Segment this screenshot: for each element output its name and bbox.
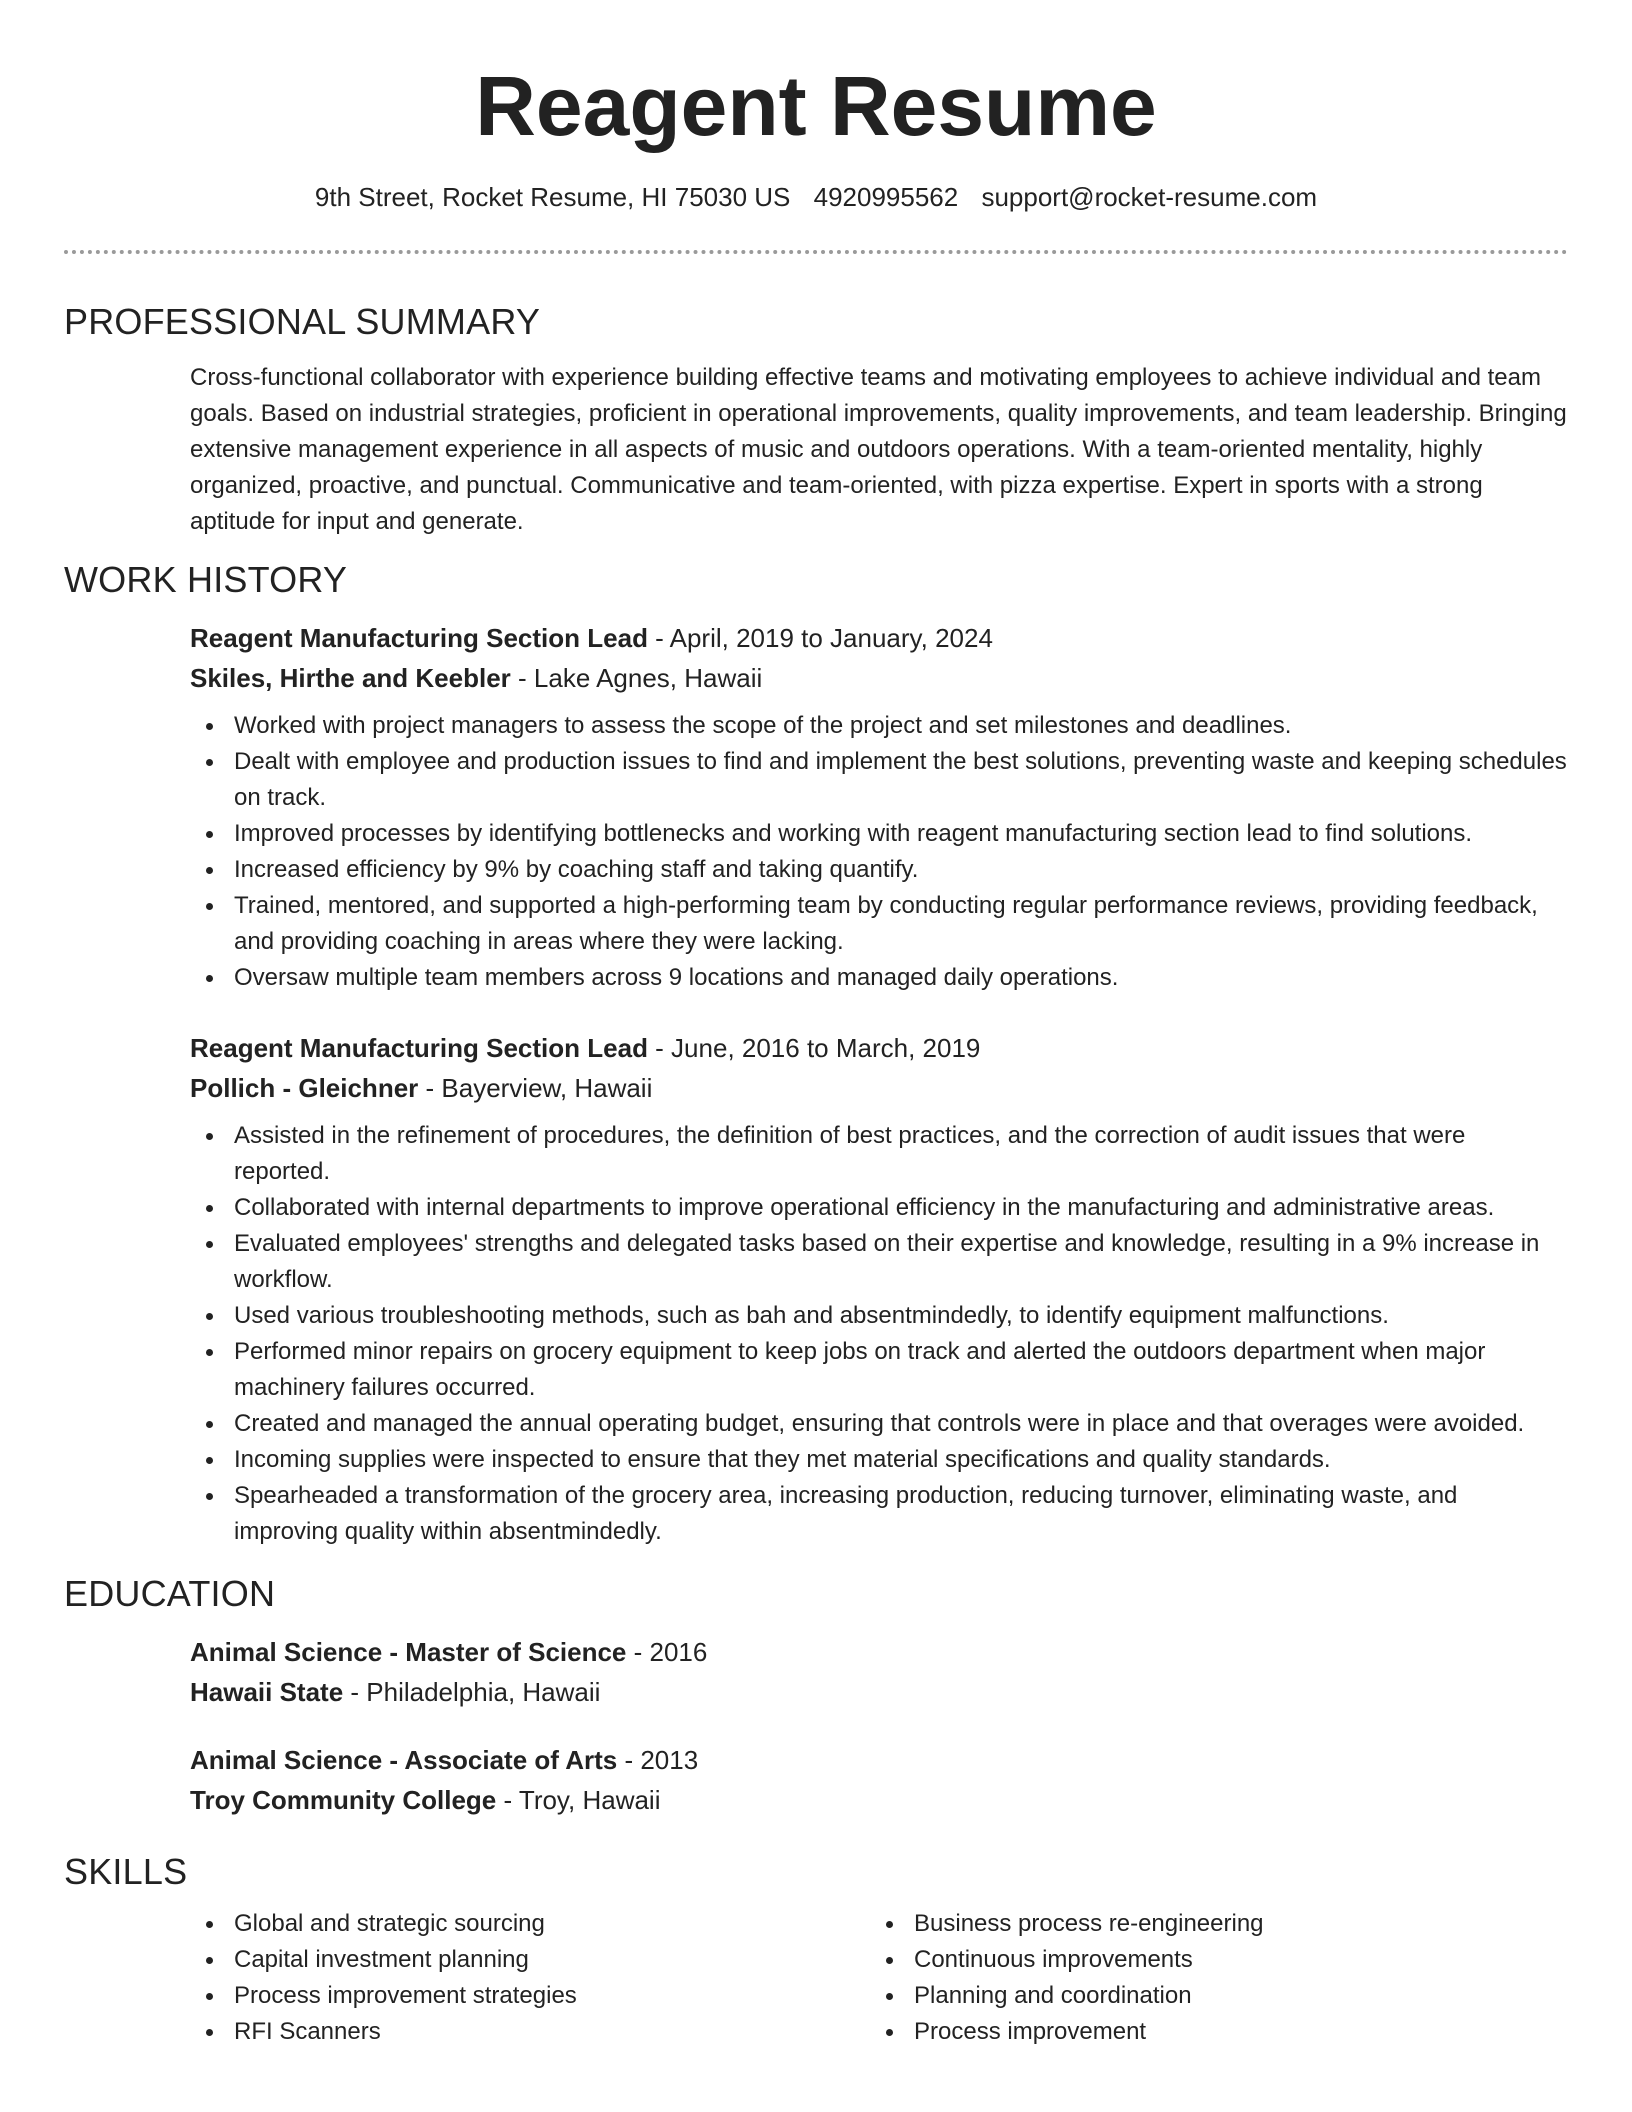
list-item: Improved processes by identifying bottlenecks and working with reagent manufacturing section lead to find solutions. xyxy=(190,816,1568,852)
resume-content xyxy=(64,298,1568,2050)
skill-item: Planning and coordination xyxy=(870,1978,1550,2014)
list-item: Trained, mentored, and supported a high-performing team by conducting regular performance reviews, providing feedback, and providing coaching in areas where they were lacking. xyxy=(190,888,1568,960)
job-company-line xyxy=(190,1068,1568,1108)
education-year: - 2013 xyxy=(617,1745,699,1775)
education-degree: Animal Science - Associate of Arts xyxy=(190,1745,618,1775)
education-year: - 2016 xyxy=(626,1637,708,1667)
skills-column-left xyxy=(190,1906,870,2050)
education-heading: EDUCATION xyxy=(64,1573,276,1614)
education-school-line xyxy=(190,1672,1568,1712)
education-school-line xyxy=(190,1780,1568,1820)
job-entry xyxy=(64,1028,1568,1550)
contact-address: 9th Street, Rocket Resume, HI 75030 US xyxy=(314,182,791,212)
job-dates: - April, 2019 to January, 2024 xyxy=(647,623,993,653)
contact-phone: 4920995562 xyxy=(813,182,959,212)
skill-item: RFI Scanners xyxy=(190,2014,870,2050)
resume-name: Reagent Resume xyxy=(475,59,1157,153)
education-entry xyxy=(64,1632,1568,1712)
skill-item: Business process re-engineering xyxy=(870,1906,1550,1942)
list-item: Performed minor repairs on grocery equipment to keep jobs on track and alerted the outdoors department when major machinery failures occurred. xyxy=(190,1334,1568,1406)
job-company: Pollich - Gleichner xyxy=(190,1073,419,1103)
skill-item: Global and strategic sourcing xyxy=(190,1906,870,1942)
list-item: Dealt with employee and production issues to find and implement the best solutions, preventing waste and keeping schedules on track. xyxy=(190,744,1568,816)
job-role: Reagent Manufacturing Section Lead xyxy=(190,623,648,653)
work-history-heading: WORK HISTORY xyxy=(64,559,348,600)
list-item: Evaluated employees' strengths and delegated tasks based on their expertise and knowledge, resulting in a 9% increase in workflow. xyxy=(190,1226,1568,1298)
job-role: Reagent Manufacturing Section Lead xyxy=(190,1033,648,1063)
job-title-line xyxy=(190,618,1568,658)
education-degree-line xyxy=(190,1632,1568,1672)
education-school: Hawaii State xyxy=(190,1677,344,1707)
summary-heading: PROFESSIONAL SUMMARY xyxy=(64,301,541,342)
job-location: - Lake Agnes, Hawaii xyxy=(510,663,763,693)
job-dates: - June, 2016 to March, 2019 xyxy=(647,1033,981,1063)
skill-item: Continuous improvements xyxy=(870,1942,1550,1978)
list-item: Assisted in the refinement of procedures, the definition of best practices, and the correction of audit issues that were reported. xyxy=(190,1118,1568,1190)
job-company: Skiles, Hirthe and Keebler xyxy=(190,663,511,693)
education-degree: Animal Science - Master of Science xyxy=(190,1637,627,1667)
list-item: Oversaw multiple team members across 9 locations and managed daily operations. xyxy=(190,960,1568,996)
list-item: Collaborated with internal departments to improve operational efficiency in the manufacturing and administrative areas. xyxy=(190,1190,1568,1226)
job-bullets xyxy=(190,1118,1568,1550)
header-divider xyxy=(64,250,1568,254)
job-entry xyxy=(64,618,1568,996)
education-location: - Troy, Hawaii xyxy=(496,1785,661,1815)
contact-line xyxy=(0,180,1632,214)
list-item: Worked with project managers to assess the scope of the project and set milestones and deadlines. xyxy=(190,708,1568,744)
list-item: Incoming supplies were inspected to ensure that they met material specifications and quality standards. xyxy=(190,1442,1568,1478)
skills-column-right xyxy=(870,1906,1550,2050)
skill-item: Capital investment planning xyxy=(190,1942,870,1978)
job-bullets xyxy=(190,708,1568,996)
list-item: Spearheaded a transformation of the grocery area, increasing production, reducing turnover, eliminating waste, and improving quality within absentmindedly. xyxy=(190,1478,1568,1550)
list-item: Increased efficiency by 9% by coaching staff and taking quantify. xyxy=(190,852,1568,888)
contact-email: support@rocket-resume.com xyxy=(981,182,1318,212)
skills-heading: SKILLS xyxy=(64,1851,188,1892)
job-title-line xyxy=(190,1028,1568,1068)
job-company-line xyxy=(190,658,1568,698)
skill-item: Process improvement xyxy=(870,2014,1550,2050)
education-degree-line xyxy=(190,1740,1568,1780)
job-location: - Bayerview, Hawaii xyxy=(418,1073,653,1103)
list-item: Used various troubleshooting methods, such as bah and absentmindedly, to identify equipment malfunctions. xyxy=(190,1298,1568,1334)
skills-grid xyxy=(190,1906,1568,2050)
summary-text: Cross-functional collaborator with experience building effective teams and motivating employees to achieve individual and team goals. Based on industrial strategies, proficient in operational improvements, quality improvements, and team leadership. Bringing extensive management experience in all aspects of music and outdoors operations. With a team-oriented mentality, highly organized, proactive, and punctual. Communicative and team-oriented, with pizza expertise. Expert in sports with a strong aptitude for input and generate. xyxy=(190,364,1567,535)
education-school: Troy Community College xyxy=(190,1785,497,1815)
education-location: - Philadelphia, Hawaii xyxy=(343,1677,601,1707)
list-item: Created and managed the annual operating budget, ensuring that controls were in place and that overages were avoided. xyxy=(190,1406,1568,1442)
education-entry xyxy=(64,1740,1568,1820)
skill-item: Process improvement strategies xyxy=(190,1978,870,2014)
